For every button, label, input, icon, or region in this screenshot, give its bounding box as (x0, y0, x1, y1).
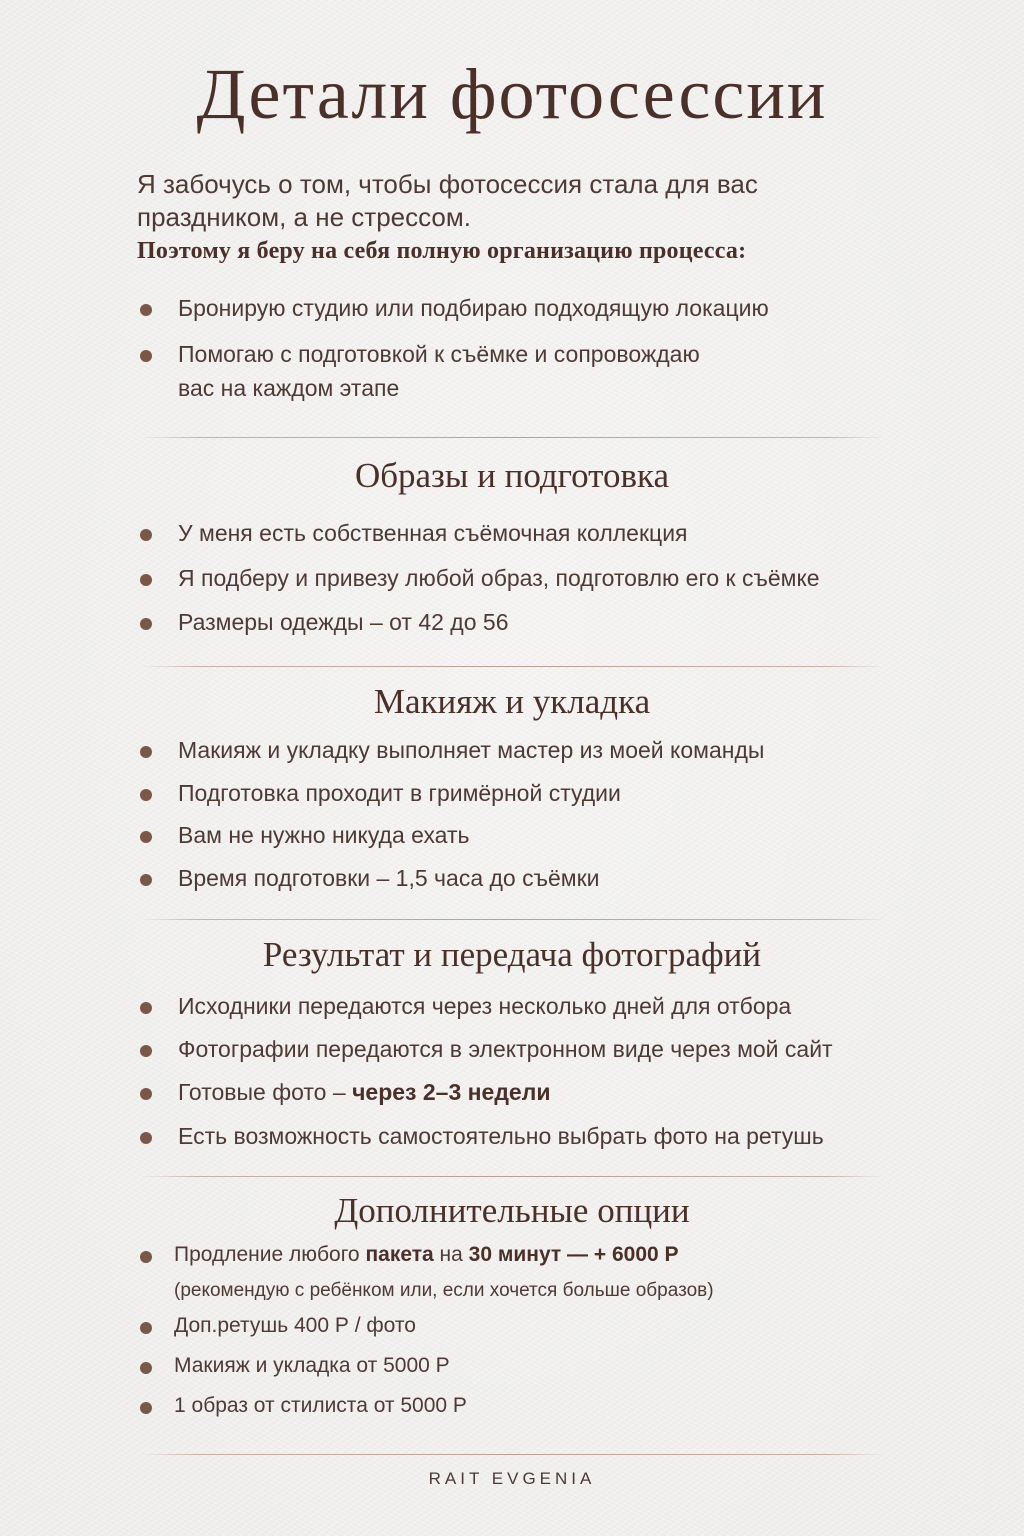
bullet-icon (140, 350, 152, 362)
bullet-icon (140, 831, 152, 843)
bullet-icon (140, 1402, 152, 1414)
item-text: Готовые фото – (178, 1079, 353, 1105)
item-text: на (433, 1243, 469, 1266)
bullet-icon (140, 1251, 152, 1263)
intro-paragraph (137, 168, 977, 234)
page-title: Детали фотосессии (196, 54, 828, 134)
bullet-icon (140, 1132, 152, 1144)
intro-line-1: Я забочусь о том, чтобы фотосессия стала для вас (137, 169, 758, 199)
bullet-icon (140, 1088, 152, 1100)
divider (140, 1454, 885, 1455)
intro-bold-statement: Поэтому я беру на себя полную организацию процесса: (137, 238, 747, 264)
item-note: (рекомендую с ребёнком или, если хочется больше образов) (174, 1280, 714, 1301)
bullet-icon (140, 1322, 152, 1334)
section-title-results: Результат и передача фотографий (262, 935, 762, 974)
item-text: Продление любого (174, 1243, 366, 1266)
bullet-icon (140, 618, 152, 630)
bullet-icon (140, 1002, 152, 1014)
intro-line-2: праздником, а не стрессом. (137, 202, 471, 232)
divider (140, 1176, 885, 1177)
divider (140, 919, 885, 920)
footer-signature: RAIT EVGENIA (428, 1469, 596, 1488)
item-bold-text: пакета (365, 1243, 434, 1266)
bullet-icon (140, 304, 152, 316)
bullet-icon (140, 529, 152, 541)
bullet-icon (140, 874, 152, 886)
item-bold-text: через 2–3 недели (352, 1079, 551, 1105)
bullet-icon (140, 574, 152, 586)
bullet-icon (140, 1362, 152, 1374)
bullet-icon (140, 1045, 152, 1057)
section-title-images: Образы и подготовка (354, 456, 670, 495)
item-bold-text: 30 минут — + 6000 Р (468, 1243, 679, 1266)
bullet-icon (140, 789, 152, 801)
photoshoot-details-page: Детали фотосессии Я забочусь о том, чтобы фотосессия стала для вас праздником, а не стрессом. Поэтому я беру на себя полную организацию процесса: Бронирую студию или подбираю подходящую локацию Помогаю с подготовкой к съёмке и сопровождаю вас на каждом этапе Образы и подготовка У меня есть собственная съёмочная коллекция Я подберу и привезу любой образ, подготовлю его к съёмке Размеры одежды – от 42 до 56 Макияж и укладка Макияж и укладку выполняет мастер из моей команды Подготовка проходит в гримёрной студии Вам не нужно никуда ехать Время подготовки – 1,5 часа до съёмки Результат и передача фотографий Исходники передаются через несколько дней для отбора Фотографии передаются в электронном виде через мой сайт Готовые фото – через 2–3 недели Есть возможность самостоятельно выбрать фото на ретушь Дополнительные опции Продление любого пакета на 30 минут — + 6000 Р (рекомендую с ребёнком или, если хочется больше образов) Доп.ретушь 400 Р / фото Макияж и укладка от 5000 Р 1 образ от стилиста от 5000 Р RAIT EVGENIA (0, 0, 1024, 1536)
divider (140, 666, 885, 667)
divider (140, 437, 885, 438)
section-title-makeup: Макияж и укладка (373, 682, 651, 721)
bullet-icon (140, 746, 152, 758)
section-title-options: Дополнительные опции (334, 1191, 690, 1230)
